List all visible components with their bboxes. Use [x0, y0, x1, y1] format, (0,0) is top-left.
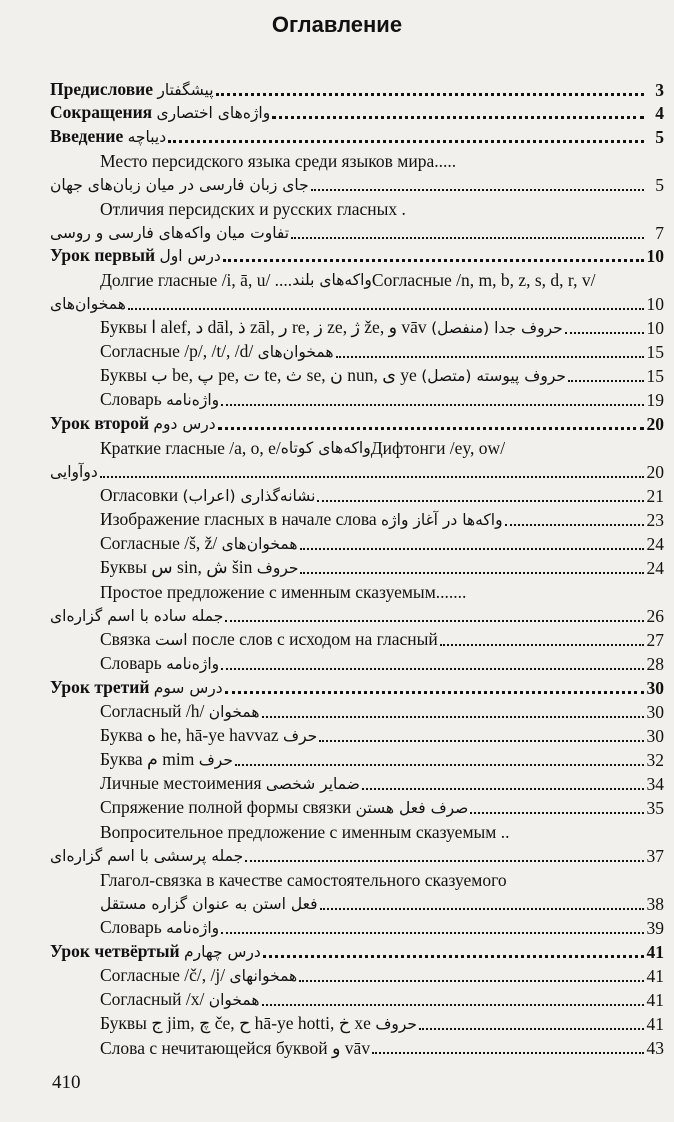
entry-page-number: 5 — [655, 175, 664, 195]
entry-title-wrap — [50, 78, 214, 101]
entry-title-wrap — [50, 125, 166, 148]
entry-page-number: 5 — [655, 127, 664, 147]
entry-page-number: 41 — [646, 1014, 664, 1034]
toc-entry[interactable] — [100, 987, 664, 1011]
toc-entry[interactable] — [50, 843, 664, 867]
entry-persian-title: درس چهارم — [184, 943, 261, 961]
toc-entry[interactable] — [100, 315, 664, 339]
entry-page-number: 30 — [646, 702, 664, 722]
entry-page-number: 7 — [655, 223, 664, 243]
toc-entry[interactable] — [100, 507, 664, 531]
toc-entry-line — [100, 867, 507, 891]
entry-page-number: 4 — [655, 103, 664, 123]
dot-leader — [235, 763, 644, 766]
entry-title: Буква م mim — [100, 749, 199, 769]
entry-title: Согласные /č/, /j/ — [100, 965, 230, 985]
toc-entry-line — [100, 579, 466, 603]
entry-page-number: 41 — [646, 990, 664, 1010]
entry-title: Слова с нечитающейся буквой و vāv — [100, 1038, 371, 1058]
entry-page-number: 26 — [646, 606, 664, 626]
toc-entry-line — [100, 267, 595, 291]
entry-title-wrap — [100, 700, 260, 723]
entry-page-number: 41 — [646, 966, 664, 986]
toc-chapter[interactable] — [50, 77, 664, 101]
toc-entry[interactable] — [100, 795, 664, 819]
entry-page-number: 39 — [646, 918, 664, 938]
entry-title-wrap — [100, 1012, 417, 1035]
toc-entry-line — [100, 148, 456, 172]
toc-entry[interactable] — [100, 651, 664, 675]
entry-title: Буквы ج jim, چ če, ح hā-ye hotti, خ xe — [100, 1013, 376, 1033]
entry-title: Урок третий — [50, 677, 154, 697]
entry-persian-title: تفاوت میان واکه‌های فارسی و روسی — [50, 224, 290, 242]
entry-persian-title: واژه‌نامه — [166, 919, 220, 937]
entry-title: Урок четвёртый — [50, 941, 185, 961]
toc-entry[interactable] — [100, 699, 664, 723]
toc-entry[interactable] — [100, 891, 664, 915]
entry-page-number: 3 — [655, 80, 664, 100]
toc-entry-line — [100, 819, 509, 843]
dot-leader — [225, 619, 644, 622]
entry-page-number: 43 — [646, 1038, 664, 1058]
entry-title-wrap — [100, 748, 233, 771]
toc-entry[interactable] — [100, 771, 664, 795]
entry-title-wrap — [100, 796, 468, 819]
entry-persian-title: همخوان — [208, 991, 260, 1009]
toc-entry-line — [100, 196, 406, 220]
entry-persian-title: درس سوم — [153, 679, 223, 697]
dot-leader — [311, 188, 644, 191]
entry-persian-title: واکه‌ها در آغاز واژه — [381, 511, 503, 529]
entry-title: Предисловие — [50, 79, 158, 99]
entry-persian-title: درس اول — [159, 247, 221, 265]
entry-page-number: 19 — [646, 390, 664, 410]
toc-entry[interactable] — [100, 1035, 664, 1059]
entry-page-number: 34 — [646, 774, 664, 794]
entry-persian-title: حرف — [283, 727, 318, 745]
entry-persian-title: همخوان‌های — [257, 343, 334, 361]
toc-entry[interactable] — [100, 627, 664, 651]
entry-title: Долгие гласные /i, ā, u/ .... — [100, 270, 293, 290]
dot-leader — [218, 426, 644, 430]
entry-title-wrap — [50, 244, 221, 267]
entry-title-wrap — [100, 484, 315, 507]
entry-page-number: 10 — [646, 318, 664, 338]
entry-page-number: 32 — [646, 750, 664, 770]
entry-title-wrap — [100, 556, 298, 579]
entry-title: Словарь — [100, 917, 167, 937]
toc-entry[interactable] — [50, 220, 664, 244]
entry-persian-title: واکه‌های کوتاه — [280, 439, 371, 457]
entry-persian-title: حروف جدا (منفصل) — [431, 319, 563, 337]
entry-persian-title: است — [155, 631, 188, 649]
entry-persian-title: جمله پرسشی با اسم گزاره‌ای — [50, 847, 244, 865]
entry-title-wrap — [50, 412, 216, 435]
entry-page-number: 37 — [646, 846, 664, 866]
dot-leader — [362, 787, 644, 790]
entry-title-wrap — [50, 940, 261, 963]
entry-persian-title: حرف — [198, 751, 233, 769]
entry-title: Спряжение полной формы связки — [100, 797, 356, 817]
page-title: Оглавление — [271, 12, 403, 37]
entry-title-wrap — [100, 772, 360, 795]
entry-title: Вопросительное предложение с именным сказуемым .. — [100, 822, 510, 842]
entry-title-wrap — [50, 292, 126, 315]
entry-persian-title: درس دوم — [153, 415, 216, 433]
toc-entry[interactable] — [100, 723, 664, 747]
entry-title: Изображение гласных в начале слова — [100, 509, 382, 529]
entry-title: Дифтонги /ey, ow/ — [370, 438, 506, 458]
dot-leader — [221, 403, 644, 406]
toc-entry[interactable] — [100, 363, 664, 387]
dot-leader — [300, 547, 644, 550]
entry-title-wrap — [50, 173, 309, 196]
toc-entry[interactable] — [100, 483, 664, 507]
dot-leader — [505, 523, 644, 526]
toc-chapter[interactable] — [50, 124, 664, 148]
dot-leader — [291, 236, 644, 239]
entry-persian-title: جمله ساده با اسم گزاره‌ای — [50, 607, 224, 625]
toc-chapter[interactable] — [50, 100, 664, 124]
entry-persian-title: حروف — [375, 1015, 418, 1033]
dot-leader — [100, 475, 644, 478]
entry-persian-title: جای زبان فارسی در میان زبان‌های جهان — [50, 176, 309, 194]
dot-leader — [419, 1027, 644, 1030]
entry-page-number: 41 — [646, 942, 664, 962]
toc-entry[interactable] — [100, 747, 664, 771]
dot-leader — [470, 811, 644, 814]
dot-leader — [320, 907, 644, 910]
entry-page-number: 15 — [646, 342, 664, 362]
entry-title-wrap — [100, 388, 219, 411]
toc-entry[interactable] — [50, 603, 664, 627]
entry-title: Буквы ب be, پ pe, ت te, ث se, ن nun, ی ye — [100, 365, 422, 385]
entry-page-number: 28 — [646, 654, 664, 674]
entry-title: Согласные /n, m, b, z, s, d, r, v/ — [371, 270, 596, 290]
entry-page-number: 27 — [646, 630, 664, 650]
entry-title: Урок первый — [50, 245, 160, 265]
entry-page-number: 10 — [646, 294, 664, 314]
entry-persian-title: دیباچه — [127, 128, 167, 146]
toc-entry[interactable] — [50, 459, 664, 483]
entry-title-wrap — [50, 604, 223, 627]
entry-page-number: 15 — [646, 366, 664, 386]
toc-entry[interactable] — [50, 291, 664, 315]
dot-leader — [440, 643, 644, 646]
entry-persian-title: حروف — [256, 559, 299, 577]
entry-title-wrap — [100, 652, 219, 675]
entry-persian-title: واژه‌های اختصاری — [156, 104, 271, 122]
entry-title: Введение — [50, 126, 128, 146]
entry-persian-title: همخوانهای — [229, 967, 298, 985]
entry-page-number: 10 — [646, 246, 664, 266]
entry-persian-title: واژه‌نامه — [166, 655, 220, 673]
entry-title: Словарь — [100, 653, 167, 673]
entry-persian-title: دوآوایی — [50, 463, 98, 481]
entry-title: Огласовки — [100, 485, 183, 505]
entry-page-number: 38 — [646, 894, 664, 914]
entry-persian-title: همخوان‌های — [50, 295, 126, 313]
entry-title: Урок второй — [50, 413, 154, 433]
entry-title: Буква ه he, hā-ye havvaz — [100, 725, 284, 745]
toc-entry[interactable] — [50, 172, 664, 196]
entry-title-wrap — [50, 676, 223, 699]
toc-entry-line — [100, 435, 505, 459]
toc-entry[interactable] — [100, 963, 664, 987]
entry-persian-title: همخوان‌های — [221, 535, 298, 553]
entry-page-number: 21 — [646, 486, 664, 506]
dot-leader — [128, 307, 644, 310]
dot-leader — [216, 92, 644, 96]
entry-page-number: 20 — [646, 462, 664, 482]
toc-entry[interactable] — [100, 915, 664, 939]
entry-persian-title: واکه‌های بلند — [292, 271, 372, 289]
dot-leader — [245, 859, 644, 862]
dot-leader — [168, 139, 644, 143]
toc-entry[interactable] — [100, 339, 664, 363]
entry-title: Словарь — [100, 389, 167, 409]
entry-title: Согласный /h/ — [100, 701, 209, 721]
toc-chapter[interactable] — [50, 411, 664, 435]
toc-chapter[interactable] — [50, 675, 664, 699]
entry-title: Связка — [100, 629, 156, 649]
entry-title-wrap — [100, 532, 298, 555]
toc-entry[interactable] — [100, 1011, 664, 1035]
entry-title: Сокращения — [50, 102, 157, 122]
entry-page-number: 35 — [646, 798, 664, 818]
toc-entry[interactable] — [100, 555, 664, 579]
toc-chapter[interactable] — [50, 939, 664, 963]
entry-title: Согласный /x/ — [100, 989, 209, 1009]
dot-leader — [262, 1003, 644, 1006]
entry-persian-title: فعل استن به عنوان گزاره مستقل — [100, 895, 318, 913]
dot-leader — [221, 667, 644, 670]
entry-title-wrap — [100, 988, 260, 1011]
entry-title: Буквы س sin, ش šin — [100, 557, 257, 577]
entry-title-wrap — [100, 892, 318, 915]
dot-leader — [317, 499, 644, 502]
toc-entry[interactable] — [100, 387, 664, 411]
dot-leader — [263, 954, 644, 958]
entry-page-number: 20 — [646, 414, 664, 434]
dot-leader — [300, 571, 644, 574]
dot-leader — [565, 331, 644, 334]
entry-page-number: 24 — [646, 534, 664, 554]
page-number: 410 — [52, 1072, 81, 1093]
dot-leader — [272, 115, 644, 119]
dot-leader — [221, 931, 644, 934]
entry-persian-title: حروف پیوسته (متصل) — [421, 367, 566, 385]
toc-entry[interactable] — [100, 531, 664, 555]
entry-page-number: 23 — [646, 510, 664, 530]
dot-leader — [262, 715, 644, 718]
toc-chapter[interactable] — [50, 243, 664, 267]
entry-title-wrap — [100, 508, 503, 531]
entry-title: после слов с исходом на гласный — [187, 629, 438, 649]
entry-persian-title: صرف فعل هستن — [355, 799, 469, 817]
entry-title: Согласные /š, ž/ — [100, 533, 222, 553]
entry-title-wrap — [100, 1037, 370, 1059]
dot-leader — [225, 690, 644, 694]
entry-persian-title: پیشگفتار — [157, 81, 214, 99]
entry-persian-title: واژه‌نامه — [166, 391, 220, 409]
entry-title-wrap — [50, 221, 289, 244]
entry-persian-title: ضمایر شخصی — [265, 775, 360, 793]
entry-page-number: 24 — [646, 558, 664, 578]
entry-title-wrap — [50, 460, 98, 483]
entry-title: Буквы ا alef, د dāl, ذ zāl, ر re, ز ze, ژ že, و vāv — [100, 317, 432, 337]
entry-page-number: 30 — [646, 678, 664, 698]
dot-leader — [336, 355, 644, 358]
entry-title: Согласные /p/, /t/, /d/ — [100, 341, 258, 361]
entry-persian-title: همخوان — [208, 703, 260, 721]
entry-title-wrap — [100, 628, 438, 651]
entry-title-wrap — [100, 340, 334, 363]
dot-leader — [223, 258, 644, 262]
dot-leader — [568, 379, 644, 382]
entry-title-wrap — [100, 916, 219, 939]
entry-title: Краткие гласные /a, o, e/ — [100, 438, 281, 458]
dot-leader — [319, 739, 644, 742]
entry-title: Личные местоимения — [100, 773, 266, 793]
dot-leader — [372, 1051, 644, 1054]
entry-title-wrap — [100, 964, 297, 987]
entry-persian-title: نشانه‌گذاری (اعراب) — [182, 487, 316, 505]
entry-title: Глагол-связка в качестве самостоятельного сказуемого — [100, 870, 507, 890]
entry-title: Место персидского языка среди языков мира..... — [100, 151, 457, 171]
entry-title: Простое предложение с именным сказуемым....... — [100, 582, 467, 602]
entry-title-wrap — [50, 101, 270, 124]
entry-title-wrap — [100, 364, 566, 387]
entry-title-wrap — [100, 724, 317, 747]
entry-page-number: 30 — [646, 726, 664, 746]
entry-title-wrap — [50, 844, 243, 867]
dot-leader — [299, 979, 644, 982]
entry-title: Отличия персидских и русских гласных . — [100, 199, 406, 219]
entry-title-wrap — [100, 316, 563, 339]
